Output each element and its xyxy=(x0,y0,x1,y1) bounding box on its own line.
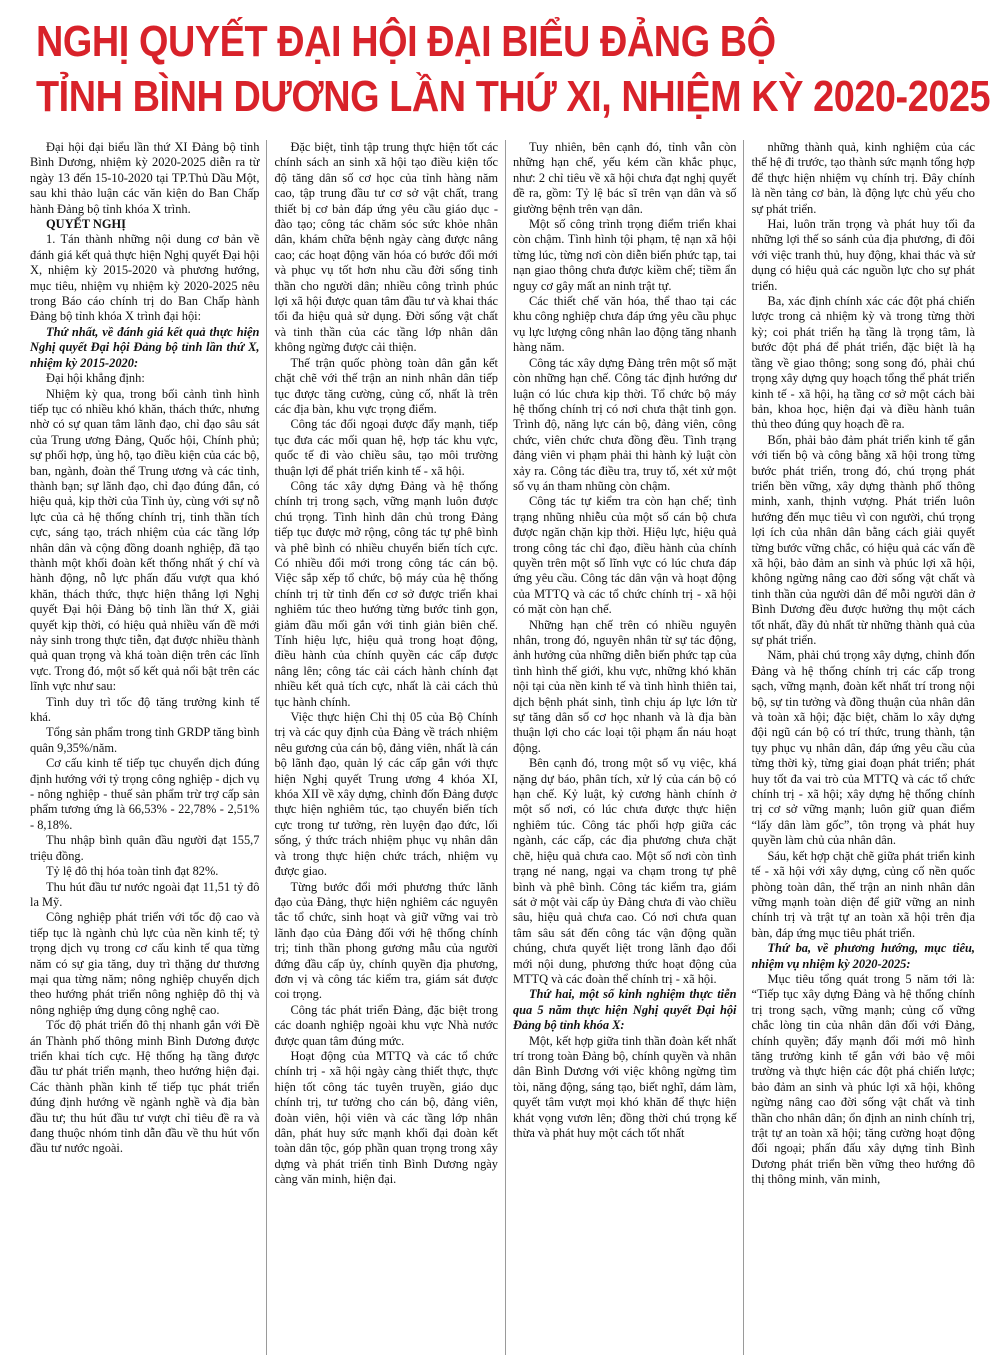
paragraph: 1. Tán thành những nội dung cơ bản về đánh giá kết quả thực hiện Nghị quyết Đại hội X, nhiệm kỳ 2015-2020 và phương hướng, mục tiêu, nhiệm vụ nhiệm kỳ 2020-2025 nêu trong Báo cáo chính trị do Ban Chấp hành Đảng bộ tỉnh khóa X trình đại hội: xyxy=(30,232,260,324)
column-2 xyxy=(266,140,505,1355)
paragraph: Một số công trình trọng điểm triển khai còn chậm. Tình hình tội phạm, tệ nạn xã hội từng lúc, từng nơi còn diễn biến phức tạp, tai nạn giao thông chưa được kiềm chế; tiềm ẩn nguy cơ gây mất an ninh trật tự. xyxy=(512,217,737,293)
paragraph: Năm, phải chú trọng xây dựng, chỉnh đốn Đảng và hệ thống chính trị các cấp trong sạch, vững mạnh, đoàn kết nhất trí trong nội bộ, sự tin tưởng và đồng thuận của nhân dân và toàn xã hội; đặc biệt, chăm lo xây dựng đội ngũ cán bộ có trí thức, trung thành, tận tụy phục vụ nhân dân, đáp ứng yêu cầu của từng thời kỳ, từng giai đoạn phát triển; phát huy tốt đa vai trò của MTTQ và các tổ chức chính trị - xã hội; xây dựng hệ thống chính trị cơ sở vững mạnh; luôn giữ quan điểm “lấy dân làm gốc”, tôn trọng và phát huy quyền làm chủ của nhân dân. xyxy=(751,648,975,848)
paragraph: Thu hút đầu tư nước ngoài đạt 11,51 tỷ đô la Mỹ. xyxy=(30,879,260,909)
paragraph: Tổng sản phẩm trong tỉnh GRDP tăng bình quân 9,35%/năm. xyxy=(30,725,260,755)
paragraph: Những hạn chế trên có nhiều nguyên nhân, trong đó, nguyên nhân từ sự tác động, ảnh hưởng của những diễn biến phức tạp của tình hình thế giới, khu vực, những khó khăn nội tại của nền kinh tế và tình hình thiên tai, dịch bệnh phát sinh, tình chịu áp lực lớn từ sự tăng dân số cơ học nhanh và là địa bàn thuận lợi cho các loại tội phạm ẩn náu hoạt động. xyxy=(512,617,737,755)
paragraph: Bốn, phải bảo đảm phát triển kinh tế gắn với tiến bộ và công bằng xã hội trong từng bước phát triển, trong đó, chú trọng phát triển bền vững, xây dựng thành phố thông minh, xanh, thịnh vượng. Phát triển luôn hướng đến mục tiêu vì con người, chú trọng lợi ích của nhân dân bằng cách giải quyết từng bước vững chắc, có hiệu quả các vấn đề xã hội, bảo đảm an sinh và phúc lợi xã hội, không ngừng nâng cao đời sống vật chất và tinh thần của người dân để mỗi người dân ở Bình Dương đều được hưởng thụ một cách tốt nhất, đầy đủ nhất từ những thành quả của sự phát triển. xyxy=(751,432,975,647)
paragraph: Mục tiêu tổng quát trong 5 năm tới là: “Tiếp tục xây dựng Đảng và hệ thống chính trị trong sạch, vững mạnh; củng cố vững chắc lòng tin của nhân dân đối với Đảng, chính quyền; đẩy mạnh đổi mới mô hình tăng trưởng kinh tế gắn với bảo vệ môi trường và thực hiện các đột phá chiến lược; bảo đảm an sinh và phúc lợi xã hội, không ngừng nâng cao đời sống vật chất và tinh thần cho nhân dân; ổn định an ninh chính trị, trật tự an toàn xã hội; tăng cường hoạt động đối ngoại; phấn đấu xây dựng tỉnh Bình Dương phát triển bền vững theo hướng đô thị thông minh, văn minh, xyxy=(751,971,975,1187)
paragraph: Đại hội đại biểu lần thứ XI Đảng bộ tỉnh Bình Dương, nhiệm kỳ 2020-2025 diễn ra từ ngày 13 đến 15-10-2020 tại TP.Thủ Dầu Một, sau khi thảo luận các văn kiện do Ban Chấp hành Đảng bộ tỉnh khóa X trình. xyxy=(30,140,260,216)
column-1 xyxy=(28,140,266,1355)
subsection-heading: Thứ hai, một số kinh nghiệm thực tiễn qua 5 năm thực hiện Nghị quyết Đại hội Đảng bộ tỉnh khóa X: xyxy=(512,987,737,1033)
paragraph: Nhiệm kỳ qua, trong bối cảnh tình hình tiếp tục có nhiều khó khăn, thách thức, nhưng nhờ có sự quan tâm lãnh đạo, chỉ đạo sâu sát của Trung ương Đảng, Quốc hội, Chính phủ; sự phối hợp, ủng hộ, tạo điều kiện của các bộ, ban, ngành, đoàn thể Trung ương và các tỉnh, thành bạn; sự lãnh đạo, chỉ đạo đúng đắn, có hiệu quả, kịp thời của Tỉnh ủy, cùng với sự nỗ lực của cả hệ thống chính trị, tinh thần tích cực, sáng tạo, trách nhiệm của các tầng lớp nhân dân và cộng đồng doanh nghiệp, đã tạo thành một khối đoàn kết thống nhất ý chí và hành động, nỗ lực phấn đấu vượt qua khó khăn, thách thức, thực hiện thắng lợi Nghị quyết Đại hội Đảng bộ tỉnh lần thứ X, giải quyết kịp thời, có hiệu quả nhiều vấn đề mới nảy sinh trong thực tiễn, đạt được nhiều thành quả quan trọng và khá toàn diện trên các lĩnh vực. Trong đó, một số kết quả nổi bật trên các lĩnh vực như sau: xyxy=(30,386,260,694)
column-4 xyxy=(743,140,982,1355)
paragraph: những thành quả, kinh nghiệm của các thế hệ đi trước, tạo thành sức mạnh tổng hợp để thực hiện nhiệm vụ chính trị. Đây chính là nền tảng cơ bản, là động lực chủ yếu cho sự phát triển. xyxy=(751,140,975,216)
paragraph: Tuy nhiên, bên cạnh đó, tỉnh vẫn còn những hạn chế, yếu kém cần khắc phục, như: 2 chỉ tiêu về xã hội chưa đạt nghị quyết đề ra, gồm: Tỷ lệ bác sĩ trên vạn dân và số giường bệnh trên vạn dân. xyxy=(512,140,737,216)
paragraph: Đặc biệt, tỉnh tập trung thực hiện tốt các chính sách an sinh xã hội tạo điều kiện tốc độ tăng dân số cơ học của tỉnh hàng năm cao, tập trung đầu tư cơ sở vật chất, trang thiết bị cơ bản đáp ứng yêu cầu giáo dục - đào tạo; công tác chăm sóc sức khỏe nhân dân, khám chữa bệnh ngày càng được nâng cao; các hoạt động văn hóa có bước đổi mới và phục vụ tốt hơn nhu cầu đời sống tinh thần cho người dân; nhiều công trình phúc lợi xã hội được quan tâm đầu tư và khai thác tối đa hiệu quả sử dụng. Đời sống vật chất và tinh thần của các tầng lớp nhân dân không ngừng được cải thiện. xyxy=(274,140,498,355)
paragraph: Tỷ lệ đô thị hóa toàn tỉnh đạt 82%. xyxy=(46,864,219,879)
paragraph: Công tác tự kiểm tra còn hạn chế; tình trạng nhũng nhiễu của một số cán bộ chưa được ngăn chặn kịp thời. Hiệu lực, hiệu quả trong công tác chỉ đạo, điều hành của chính quyền trên một số lĩnh vực có lúc chưa đáp ứng yêu cầu. Công tác dân vận và hoạt động của MTTQ và các tổ chức chính trị - xã hội có mặt còn hạn chế. xyxy=(512,494,737,617)
paragraph: Bên cạnh đó, trong một số vụ việc, khá nặng dự báo, phân tích, xử lý của cán bộ có hạn chế. Kỷ luật, kỷ cương hành chính ở một số nơi, có lúc chưa được thực hiện nghiêm túc. Công tác phối hợp giữa các ngành, các cấp, các địa phương chưa chặt chẽ, hiệu quả chưa cao. Một số nơi còn tình trạng né nang, ngại va chạm trong tự phê bình và phê bình. Công tác kiểm tra, giám sát ở một vài cấp ủy Đảng chưa đi vào chiều sâu, hiệu quả chưa cao. Có nơi chưa quan tâm sâu sát đến công tác vận động quần chúng, chưa quyết liệt trong lãnh đạo đổi mới nội dung, phương thức hoạt động của MTTQ và các đoàn thể chính trị - xã hội. xyxy=(512,756,737,986)
section-heading: QUYẾT NGHỊ xyxy=(46,217,126,232)
paragraph: Thế trận quốc phòng toàn dân gắn kết chặt chẽ với thế trận an ninh nhân dân tiếp tục được tăng cường, củng cố, nhất là trên các địa bàn, khu vực trọng điểm. xyxy=(274,355,498,416)
paragraph: Sáu, kết hợp chặt chẽ giữa phát triển kinh tế - xã hội với xây dựng, củng cố nền quốc phòng toàn dân, thế trận an ninh nhân dân vững mạnh toàn diện để giữ vững an ninh chính trị và trật tự an toàn xã hội trên địa bàn, đáp ứng mục tiêu phát triển. xyxy=(751,848,975,940)
paragraph: Thu nhập bình quân đầu người đạt 155,7 triệu đồng. xyxy=(30,833,260,863)
paragraph: Cơ cấu kinh tế tiếp tục chuyển dịch đúng định hướng với tỷ trọng công nghiệp - dịch vụ - nông nghiệp - thuế sản phẩm trừ trợ cấp sản phẩm tương ứng là 66,53% - 22,78% - 2,51% - 8,18%. xyxy=(30,756,260,832)
paragraph: Các thiết chế văn hóa, thể thao tại các khu công nghiệp chưa đáp ứng yêu cầu phục vụ lực lượng công nhân lao động tăng nhanh hàng năm. xyxy=(512,294,737,355)
paragraph: Công nghiệp phát triển với tốc độ cao và tiếp tục là ngành chủ lực của nền kinh tế; tỷ trọng dịch vụ trong cơ cấu kinh tế qua từng năm có sự gia tăng, duy trì thặng dư thương mại qua từng năm; nông nghiệp chuyển dịch theo hướng phát triển nông nghiệp đô thị và nông nghiệp ứng dụng công nghệ cao. xyxy=(30,910,260,1017)
paragraph: Hoạt động của MTTQ và các tổ chức chính trị - xã hội ngày càng thiết thực, thực hiện tốt công tác tuyên truyền, giáo dục chính trị, tư tưởng cho cán bộ, đảng viên, đoàn viên, hội viên và các tầng lớp nhân dân, phát huy sức mạnh khối đại đoàn kết toàn dân tộc, góp phần quan trọng trong xây dựng và phát triển tỉnh Bình Dương ngày càng văn minh, hiện đại. xyxy=(274,1048,498,1187)
headline xyxy=(36,14,991,124)
paragraph: Tình duy trì tốc độ tăng trưởng kinh tế khá. xyxy=(30,694,260,725)
headline-line-1: NGHỊ QUYẾT ĐẠI HỘI ĐẠI BIỂU ĐẢNG BỘ xyxy=(36,17,776,66)
column-3 xyxy=(505,140,744,1355)
article-columns xyxy=(28,140,982,1355)
paragraph: Một, kết hợp giữa tinh thần đoàn kết nhất trí trong toàn Đảng bộ, chính quyền và nhân dân Bình Dương với việc không ngừng tìm tòi, năng động, sáng tạo, biết nghĩ, dám làm, quyết tâm vượt mọi khó khăn để thực hiện khát vọng vươn lên; đồng thời chú trọng kế thừa và phát huy một cách tốt nhất xyxy=(512,1033,737,1140)
subsection-heading: Thứ nhất, về đánh giá kết quả thực hiện Nghị quyết Đại hội Đảng bộ tỉnh lần thứ X, nhiệm kỳ 2015-2020: xyxy=(30,324,260,370)
subsection-heading: Thứ ba, về phương hướng, mục tiêu, nhiệm vụ nhiệm kỳ 2020-2025: xyxy=(751,941,975,971)
paragraph: Hai, luôn trăn trọng và phát huy tối đa những lợi thế so sánh của địa phương, đi đôi với việc tranh thủ, huy động, khai thác và sử dụng có hiệu quả các nguồn lực cho sự phát triển. xyxy=(751,217,975,293)
paragraph: Công tác phát triển Đảng, đặc biệt trong các doanh nghiệp ngoài khu vực Nhà nước được quan tâm đúng mức. xyxy=(274,1002,498,1048)
paragraph: Việc thực hiện Chỉ thị 05 của Bộ Chính trị và các quy định của Đảng về trách nhiệm nêu gương của cán bộ, đảng viên, nhất là cán bộ lãnh đạo, quản lý các cấp gắn với thực hiện Nghị quyết Trung ương 4 khóa XI, khóa XII về xây dựng, chỉnh đốn Đảng được thực hiện nghiêm túc, tạo chuyển biến tích cực trong tư tưởng, rèn luyện đạo đức, lối sống, ý thức trách nhiệm phục vụ nhân dân và trong thực hiện chức trách, nhiệm vụ được giao. xyxy=(274,710,498,879)
paragraph: Đại hội khẳng định: xyxy=(46,371,145,386)
paragraph: Từng bước đổi mới phương thức lãnh đạo của Đảng, thực hiện nghiêm các nguyên tắc tổ chức, sinh hoạt và giữ vững vai trò lãnh đạo của Đảng đối với hệ thống chính trị; tinh thần phong gương mẫu của người đứng đầu cấp ủy, chính quyền địa phương, đơn vị và công tác kiểm tra, giám sát được coi trọng. xyxy=(274,879,498,1002)
headline-line-2: TỈNH BÌNH DƯƠNG LẦN THỨ XI, NHIỆM KỲ 2020-2025 xyxy=(36,72,991,121)
paragraph: Ba, xác định chính xác các đột phá chiến lược trong cả nhiệm kỳ và trong từng thời kỳ; coi phát triển hạ tầng là trọng tâm, là bước đột phá để phát triển, đặc biệt là hạ tầng về giao thông; song song đó, phải chú trọng xây dựng quy hoạch tổng thể phát triển kinh tế - xã hội, hạ tầng cơ sở một cách bài bản, khoa học, hiện đại và điều hành tuân thủ theo đúng quy hoạch đề ra. xyxy=(751,294,975,432)
paragraph: Công tác xây dựng Đảng và hệ thống chính trị trong sạch, vững mạnh luôn được chú trọng. Tình hình dân chủ trong Đảng tiếp tục được mở rộng, công tác tự phê bình và phê bình có nhiều chuyển biến tích cực. Có nhiều đổi mới trong công tác cán bộ. Việc sắp xếp tổ chức, bộ máy của hệ thống chính trị từ tỉnh đến cơ sở được triển khai nghiêm túc theo hướng từng bước tinh gọn, giảm đầu mối gắn với tinh giản biên chế. Tính hiệu lực, hiệu quả trong hoạt động, điều hành của chính quyền các cấp được nâng lên; công tác cải cách hành chính đạt nhiều kết quả tích cực, nhất là cải cách thủ tục hành chính. xyxy=(274,478,498,709)
paragraph: Công tác xây dựng Đảng trên một số mặt còn những hạn chế. Công tác định hướng dư luận có lúc chưa kịp thời. Tổ chức bộ máy hệ thống chính trị có nơi chưa thật tinh gọn. Trình độ, năng lực cán bộ, đảng viên, công chức, viên chức chưa đồng đều. Tình trạng đảng viên vi phạm phải thi hành kỷ luật còn xảy ra. Công tác điều tra, truy tố, xét xử một số vụ án tham nhũng còn chậm. xyxy=(512,355,737,493)
paragraph: Tốc độ phát triển đô thị nhanh gắn với Đề án Thành phố thông minh Bình Dương được triển khai tích cực. Hệ thống hạ tầng được đầu tư phát triển mạnh, theo hướng hiện đại. Các thành phần kinh tế tiếp tục phát triển đúng định hướng về ngành nghề và địa bàn đầu tư; thu hút đầu tư vượt chỉ tiêu đề ra và đang thuộc nhóm tỉnh dẫn đầu về thu hút vốn đầu tư nước ngoài. xyxy=(30,1018,260,1156)
paragraph: Công tác đối ngoại được đẩy mạnh, tiếp tục đưa các mối quan hệ, hợp tác khu vực, quốc tế đi vào chiều sâu, tạo môi trường thuận lợi để phát triển kinh tế - xã hội. xyxy=(274,417,498,478)
